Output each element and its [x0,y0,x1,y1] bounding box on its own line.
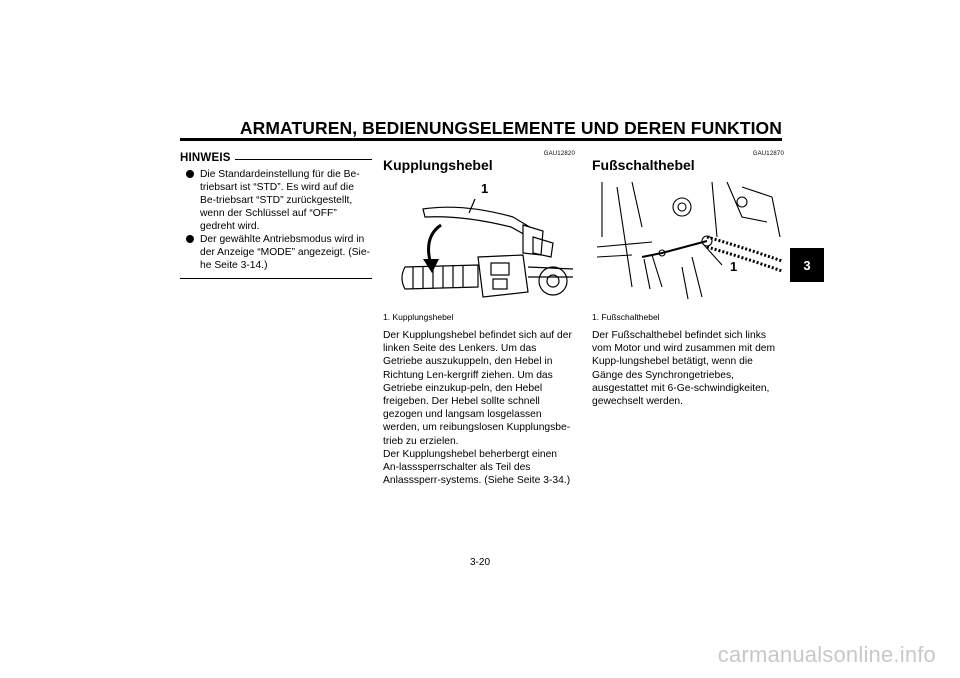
note-header [180,152,372,164]
section-code: GAU12820 [543,151,575,157]
section-title: Fußschalthebel [592,157,695,173]
chapter-tab [790,248,824,282]
paragraph: Der Kupplungshebel beherbergt einen An-lasssperrschalter als Teil des Anlasssperr-systems. (Siehe Seite 3-34.) [383,448,571,487]
section-body [383,329,575,487]
page-title: ARMATUREN, BEDIENUNGSELEMENTE UND DEREN FUNKTION [239,118,782,138]
chapter-tab-label: 3 [803,257,811,273]
shift-pedal-figure [592,177,784,302]
figure-caption: 1. Kupplungshebel [383,312,454,322]
note-end-rule [180,278,372,279]
note-item-text: Die Standardeinstellung für die Be-triebsart ist “STD”. Es wird auf die Be-triebsart “STD” zurückgestellt, wenn der Schlüssel auf “OFF” gedreht wird. [200,169,360,232]
note-item [180,233,372,272]
note-list [180,168,372,272]
paragraph: Der Kupplungshebel befindet sich auf der linken Seite des Lenkers. Um das Getriebe auszukuppeln, den Hebel in Richtung Len-kergriff ziehen. Um das Getriebe einzukup-peln, den Hebel freigeben. Der Hebel sollte schnell gezogen und langsam losgelassen werden, um reibungslosen Kupplungsbe-trieb zu erzielen. [383,330,572,447]
shift-section [592,152,784,408]
section-code: GAU12870 [752,151,784,157]
bullet-icon [186,235,194,243]
shift-pedal-illustration [592,177,784,302]
note-rule [235,159,372,160]
section-title: Kupplungshebel [383,157,493,173]
paragraph: Der Fußschalthebel befindet sich links vom Motor und wird zusammen mit dem Kupp-lungshebel betätigt, wenn die Gänge des Synchrongetriebes, ausgestattet mit 6-Ge-schwindigkeiten, gewechselt werden. [592,330,776,408]
figure-callout: 1 [481,181,489,196]
clutch-section [383,152,575,487]
watermark: carmanualsonline.info [717,642,936,667]
figure-callout: 1 [730,259,738,274]
note-label: HINWEIS [180,152,231,164]
note-item-text: Der gewählte Antriebsmodus wird in der Anzeige “MODE” angezeigt. (Sie-he Seite 3-14.) [200,234,370,271]
clutch-lever-figure [383,177,575,302]
bullet-icon [186,170,194,178]
figure-caption: 1. Fußschalthebel [592,312,660,322]
title-rule [180,138,782,141]
page-number: 3-20 [469,557,490,568]
clutch-lever-illustration [383,177,575,302]
note-item [180,168,372,233]
note-column [180,152,372,279]
section-body [592,329,784,408]
